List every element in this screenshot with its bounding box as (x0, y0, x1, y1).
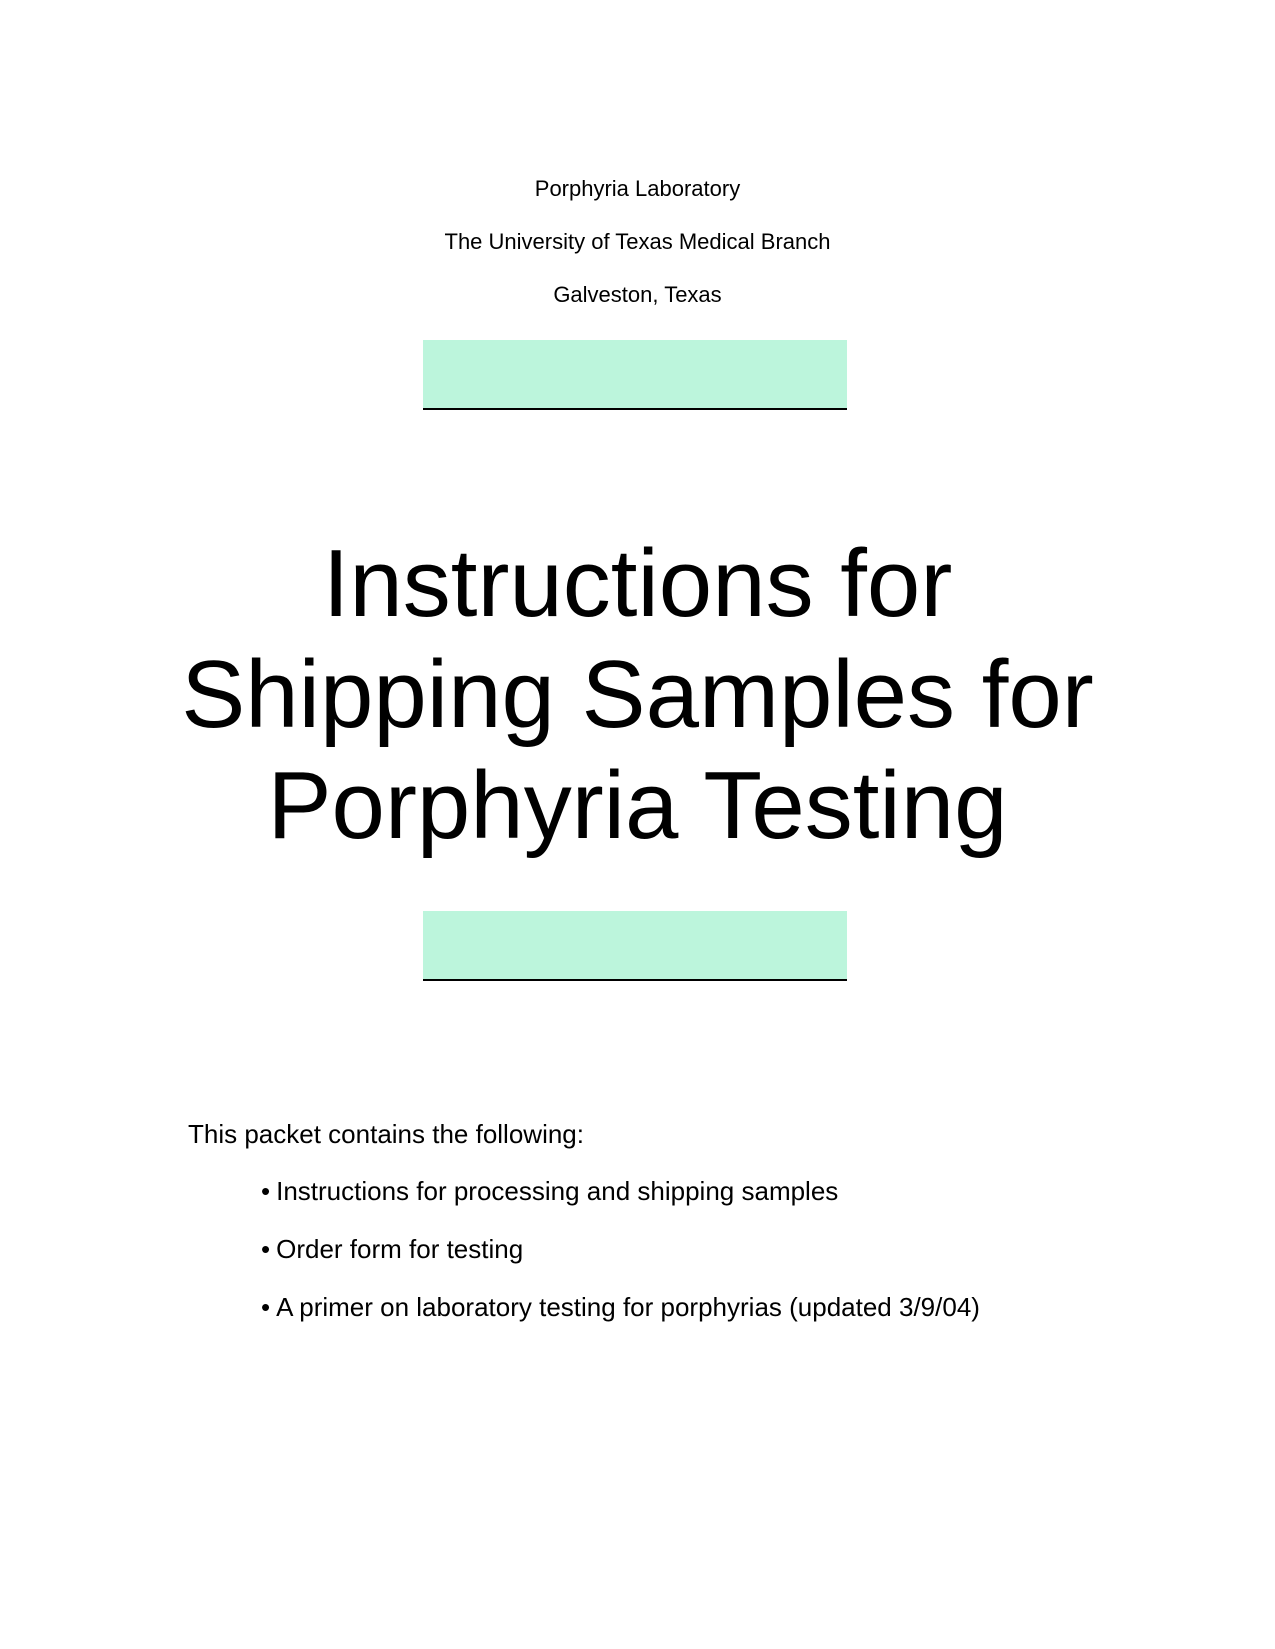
list-item-text: Order form for testing (276, 1234, 524, 1264)
institution-name: The University of Texas Medical Branch (444, 229, 831, 254)
bullet-icon: • (261, 1234, 271, 1264)
bullet-icon: • (261, 1176, 271, 1206)
list-item-text: A primer on laboratory testing for porphyrias (updated 3/9/04) (276, 1292, 980, 1322)
list-item (261, 1234, 980, 1292)
title-line-3: Porphyria Testing (267, 752, 1008, 859)
list-item (261, 1176, 980, 1234)
contents-intro: This packet contains the following: (188, 1119, 584, 1149)
bullet-icon: • (261, 1292, 271, 1322)
document-title (0, 528, 1275, 861)
location: Galveston, Texas (553, 282, 722, 307)
top-decorative-band (423, 340, 847, 410)
bottom-decorative-band (423, 911, 847, 981)
title-line-2: Shipping Samples for (181, 641, 1094, 748)
lab-name: Porphyria Laboratory (534, 176, 741, 201)
contents-list (261, 1176, 980, 1350)
title-line-1: Instructions for (322, 530, 953, 637)
list-item (261, 1292, 980, 1350)
list-item-text: Instructions for processing and shipping samples (276, 1176, 839, 1206)
